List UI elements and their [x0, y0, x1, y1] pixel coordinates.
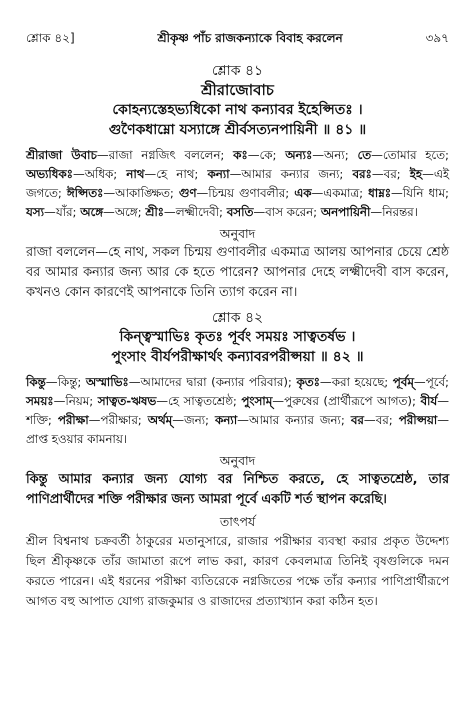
verse-42-purport-heading: তাৎপর্য — [219, 514, 256, 529]
verse-41-translation: রাজা বললেন—হে নাথ, সকল চিন্ময় গুণাবলীর একমাত্র আলয় আপনার চেয়ে শ্রেষ্ঠ বর আমার কন্যার জন্য আর কে হতে পারেন? আপনার দেহে লক্ষ্মীদেবী বাস করেন, কখনও কোন কারণেই আপনাকে তিনি ত্যাগ করেন না। — [26, 245, 449, 300]
verse-41-line-2: গুণৈকধাম্নো যস্যাঙ্গে শ্রীর্বসত্যনপায়িনী ॥ ৪১ ॥ — [108, 122, 367, 138]
running-header — [26, 30, 449, 46]
verse-42-synonyms: কিন্তু—কিন্তু; অস্মাভিঃ—আমাদের দ্বারা (কন্যার পরিবার); কৃতঃ—করা হয়েছে; পূর্বম্—পূর্বে; সময়ঃ—নিয়ম; সাত্বত-ঋষভ—হে সাত্বতশ্রেষ্ঠ; পুংসাম্—পুরুষের (প্রার্থীরূপে আগত); বীর্য—শক্তি; পরীক্ষা—পরীক্ষার; অর্থম্—জন্য; কন্যা—আমার কন্যার জন্য; বর—বর; পরীপ্সয়া—প্রাপ্ত হওয়ার কামনায়। — [26, 375, 450, 446]
verse-42-number: শ্লোক ৪২ — [211, 310, 264, 326]
verse-41-speaker: শ্রীরাজোবাচ — [201, 81, 274, 99]
page-number: ৩৯৭ — [425, 31, 449, 45]
verse-42-line-1: কিন্ত্বস্মাভিঃ কৃতঃ পূর্বং সময়ঃ সাত্বতর্ষভ । — [119, 329, 356, 345]
verse-41-translation-heading: অনুবাদ — [219, 226, 256, 241]
verse-42-translation: কিন্তু আমার কন্যার জন্য যোগ্য বর নিশ্চিত করতে, হে সাত্বতশ্রেষ্ঠ, তার পাণিপ্রার্থীদের শক্তি পরীক্ষার জন্য আমরা পূর্বে একটি শর্ত স্থাপন করেছি। — [26, 472, 449, 507]
verse-41-line-1: কোহন্যস্তেহভ্যধিকো নাথ কন্যাবর ইহেপ্সিতঃ । — [112, 102, 363, 118]
verse-42-translation-heading: অনুবাদ — [219, 453, 256, 468]
verse-41-number: শ্লোক ৪১ — [211, 63, 264, 79]
verse-42-line-2: পুংসাং বীর্যপরীক্ষার্থং কন্যাবরপরীপ্সয়া ॥ ৪২ ॥ — [111, 349, 364, 365]
header-chapter-title: শ্রীকৃষ্ণ পাঁচ রাজকন্যাকে বিবাহ করলেন — [157, 31, 343, 45]
verse-41-synonyms: শ্রীরাজা উবাচ—রাজা নগ্নজিৎ বললেন; কঃ—কে; অন্যঃ—অন্য; তে—তোমার হতে; অভ্যধিকঃ—অধিক; নাথ—হে নাথ; কন্যা—আমার কন্যার জন্য; বরঃ—বর; ইহ—এই জগতে; ঈপ্সিতঃ—আকাঙ্ক্ষিত; গুণ—চিন্ময় গুণাবলীর; এক—একমাত্র; ধাম্নঃ—যিনি ধাম; যস্য—যাঁর; অঙ্গে—অঙ্গে; শ্রীঃ—লক্ষ্মীদেবী; বসতি—বাস করেন; অনপায়িনী—নিরন্তর। — [26, 148, 450, 219]
header-verse-ref: শ্লোক ৪২] — [26, 31, 75, 45]
verse-42-purport: শ্রীল বিশ্বনাথ চক্রবর্তী ঠাকুরের মতানুসারে, রাজার পরীক্ষার ব্যবস্থা করার প্রকৃত উদ্দেশ্য ছিল শ্রীকৃষ্ণকে তাঁর জামাতা রূপে লাভ করা, কারণ কেবলমাত্র তিনিই বৃষগুলিকে দমন করতে পারেন। এই ধরনের পরীক্ষা ব্যতিরেকে নগ্নজিতের পক্ষে তাঁর কন্যার পাণিপ্রার্থীরূপে আগত বহু আপাত যোগ্য রাজকুমার ও রাজাদের প্রত্যাখ্যান করা কঠিন হত। — [26, 534, 449, 608]
